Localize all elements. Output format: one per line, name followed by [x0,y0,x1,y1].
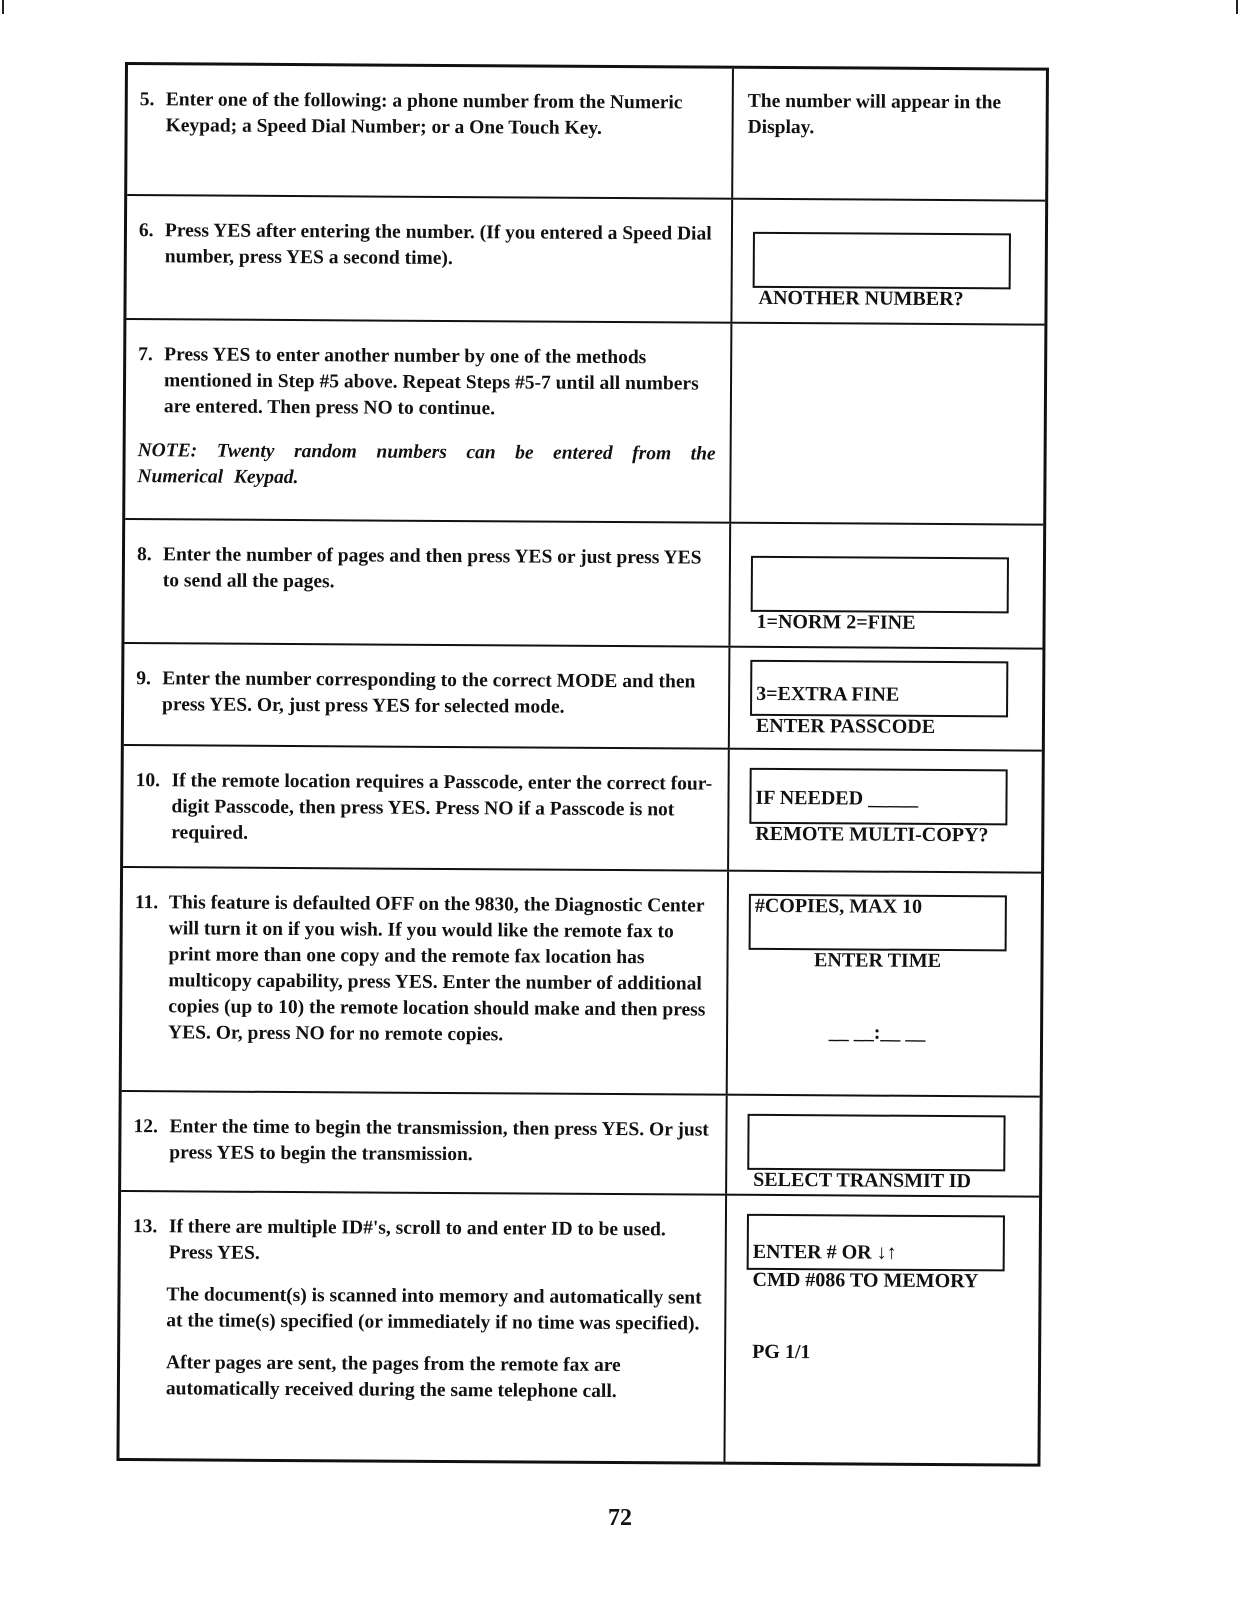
step-display-cell [732,200,1045,324]
step-row-13 [119,1192,1039,1464]
lcd-line-1: ANOTHER NUMBER? [758,286,964,311]
step-number: 5. [139,89,155,111]
step-display-cell [725,1196,1039,1464]
step-number: 8. [136,544,152,566]
lcd-display [750,660,1008,810]
step-instruction-cell [123,746,730,870]
lcd-display [749,894,1007,1044]
lcd-line-2: 3=EXTRA FINE [756,682,900,706]
step-display-cell [728,872,1041,1096]
step-paragraph: The document(s) is scanned into memory and automatically sent at the time(s) specified (or immediately if no time was specified). [166,1284,702,1335]
step-paragraph: After pages are sent, the pages from the remote fax are automatically received during the same telephone call. [165,1352,621,1403]
lcd-line-2: #COPIES, MAX 10 [754,894,923,918]
step-instruction-cell [127,65,734,198]
step-text: Enter the time to begin the transmission, then press YES. Or just press YES to begin the transmission. [169,1116,709,1166]
lcd-display [747,1214,1005,1364]
step-display-cell [727,1096,1040,1264]
lcd-line-2: __ __:__ __ [828,1021,926,1044]
step-instruction-cell [126,196,733,322]
step-instruction-cell [122,868,729,1094]
lcd-display [753,232,1011,311]
step-row-6 [126,196,1045,326]
step-number: 6. [138,220,154,242]
lcd-line-2: ENTER # OR ↓↑ [752,1240,897,1264]
step-row-5 [127,65,1046,202]
lcd-display [751,556,1009,706]
step-text: This feature is defaulted OFF on the 9830, the Diagnostic Center will turn it on if you wish. If you would like the remote fax to print more than one copy and the remote fax location has multicopy capability, press YES. Enter the number of additional copies (up to 10) the remote location should make and then press YES. Or, press NO for no remote copies. [168,892,706,1046]
step-number: 7. [138,344,153,366]
lcd-line-1: 1=NORM 2=FINE [756,610,916,634]
lcd-display [747,1114,1005,1264]
step-row-7 [125,320,1044,526]
step-number: 9. [136,668,151,690]
lcd-line-1: REMOTE MULTI-COPY? [755,822,989,847]
step-display-cell [729,750,1042,918]
scan-edge-mark-right [1236,0,1238,14]
step-text: If there are multiple ID#'s, scroll to and enter ID to be used. Press YES. [168,1216,666,1264]
step-text: Enter the number corresponding to the correct MODE and then press YES. Or, just press YES for selected mode. [162,668,696,718]
step-text: Enter one of the following: a phone number from the Numeric Keypad; a Speed Dial Number; or a One Touch Key. [165,89,683,139]
step-instruction-cell [121,1092,728,1194]
lcd-display [749,768,1007,918]
step-number: 13. [132,1216,158,1238]
scan-edge-mark-left [2,0,4,14]
step-instruction-cell [119,1192,727,1462]
step-display-cell [730,648,1043,810]
lcd-line-2: IF NEEDED _____ [755,786,919,810]
step-number: 12. [133,1116,158,1138]
display-description: The number will appear in the Display. [747,90,1002,139]
step-number: 11. [134,892,159,914]
step-text: If the remote location requires a Passcode, enter the correct four-digit Passcode, then press YES. Press NO if a Passcode is not required. [171,770,713,844]
step-instruction-cell [124,644,731,748]
step-display-cell [733,69,1046,200]
step-text: Press YES to enter another number by one of the methods mentioned in Step #5 above. Repeat Steps #5-7 until all numbers are entered. Then press NO to continue. [163,344,699,420]
lcd-line-1: ENTER TIME [814,949,942,973]
step-display-cell [731,324,1044,524]
page-number: 72 [608,1505,632,1531]
step-row-11 [122,868,1041,1098]
step-instruction-cell [124,520,731,646]
instruction-table [116,62,1049,1467]
step-text: Press YES after entering the number. (If you entered a Speed Dial number, press YES a second time). [164,220,712,270]
step-instruction-cell [125,320,732,522]
lcd-line-1: SELECT TRANSMIT ID [753,1168,972,1193]
step-number: 10. [135,770,161,792]
lcd-line-2: PG 1/1 [752,1340,811,1364]
step-display-cell [730,524,1043,706]
lcd-line-1: ENTER PASSCODE [755,714,936,738]
step-note: NOTE: Twenty random numbers can be entered from the Numerical Keypad. [137,440,716,489]
lcd-line-1: CMD #086 TO MEMORY [752,1268,979,1293]
step-text: Enter the number of pages and then press YES or just press YES to send all the pages. [162,544,702,593]
